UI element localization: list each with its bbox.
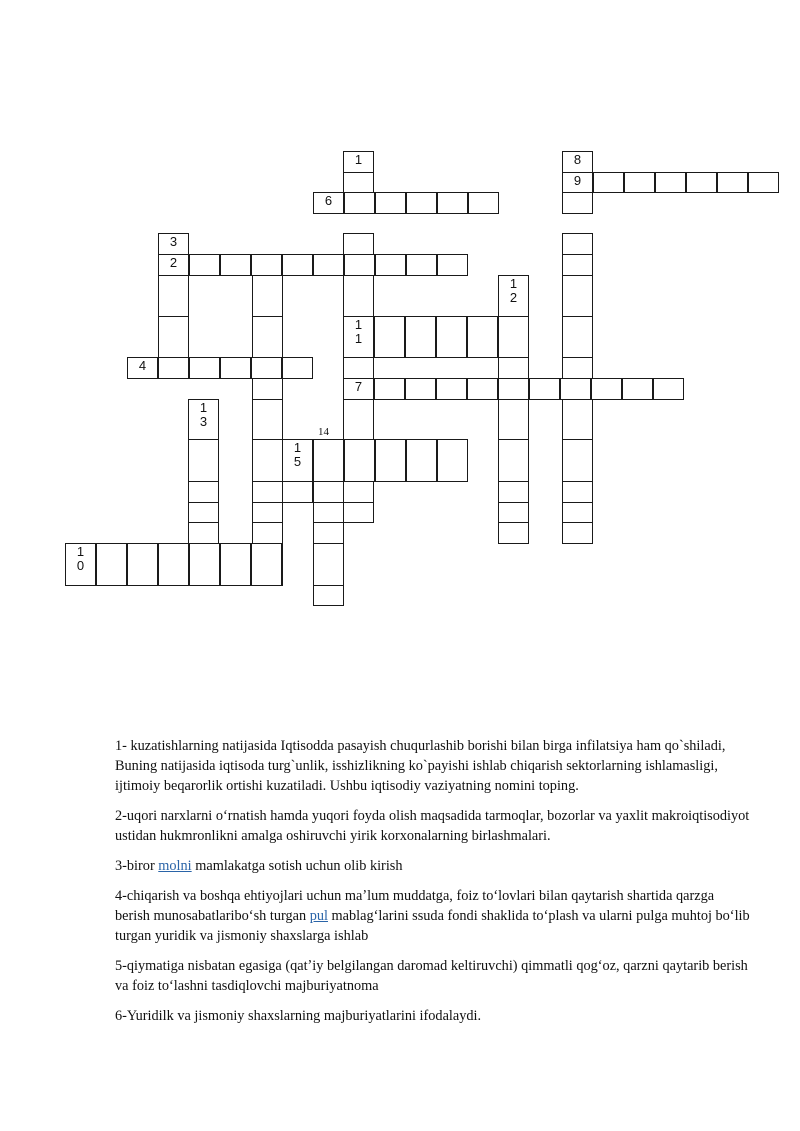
grid-cell[interactable] bbox=[686, 172, 717, 193]
grid-cell[interactable] bbox=[498, 481, 529, 503]
grid-cell[interactable] bbox=[405, 378, 436, 400]
grid-cell[interactable] bbox=[252, 399, 283, 440]
clue-number: 14 bbox=[318, 426, 329, 438]
grid-cell[interactable] bbox=[562, 192, 593, 214]
grid-cell[interactable] bbox=[562, 233, 593, 255]
clue-1: 1- kuzatishlarning natijasida Iqtisodda pasayish chuqurlashib borishi bilan birga infilatsiya ham qo`shiladi, Buning natijasida iqtisoda turg`unlik, isshizlikning ko`payishi ishlab chiqarish sektorlarning ishlamasligi, ijtimoiy beqarorlik ortishi kuzatiladi. Ushbu iqtisodiy vaziyatning nomini toping. bbox=[115, 738, 726, 794]
grid-cell-numbered[interactable] bbox=[562, 172, 593, 193]
grid-cell[interactable] bbox=[251, 254, 282, 276]
grid-cell[interactable] bbox=[158, 316, 189, 358]
grid-cell[interactable] bbox=[313, 439, 344, 482]
clue-2: 2-uqori narxlarni oʻrnatish hamda yuqori foyda olish maqsadida tarmoqlar, bozorlar va yaxlit makroiqtisodiyot ustidan hukmronlikni amalga oshiruvchi yirik korxonalarning birlashmalari. bbox=[115, 808, 750, 844]
grid-cell[interactable] bbox=[220, 254, 251, 276]
grid-cell-numbered[interactable] bbox=[343, 378, 374, 400]
grid-cell[interactable] bbox=[593, 172, 624, 193]
clue-5: 5-qiymatiga nisbatan egasiga (qatʼiy belgilangan daromad keltiruvchi) qimmatli qogʻoz, qarzni qaytarib berish va foiz toʻlashni tasdiqlovchi majburiyatnoma bbox=[115, 958, 748, 994]
grid-cell[interactable] bbox=[748, 172, 779, 193]
grid-cell[interactable] bbox=[562, 502, 593, 523]
grid-cell[interactable] bbox=[375, 439, 406, 482]
grid-cell[interactable] bbox=[343, 502, 374, 523]
grid-cell[interactable] bbox=[313, 502, 344, 523]
grid-cell[interactable] bbox=[313, 522, 344, 544]
grid-cell[interactable] bbox=[562, 316, 593, 358]
grid-cell[interactable] bbox=[252, 275, 283, 317]
grid-cell[interactable] bbox=[498, 378, 529, 400]
clue-number: 1 3 bbox=[199, 400, 208, 429]
clue-number: 1 0 bbox=[76, 544, 85, 573]
grid-cell[interactable] bbox=[188, 439, 219, 482]
grid-cell[interactable] bbox=[344, 192, 375, 214]
grid-cell[interactable] bbox=[467, 316, 498, 358]
clue-number: 9 bbox=[573, 173, 582, 188]
grid-cell[interactable] bbox=[189, 357, 220, 379]
grid-cell[interactable] bbox=[624, 172, 655, 193]
grid-cell[interactable] bbox=[343, 357, 374, 379]
clue-number: 4 bbox=[138, 358, 147, 373]
grid-cell[interactable] bbox=[560, 378, 591, 400]
grid-cell[interactable] bbox=[406, 439, 437, 482]
clue-number: 1 bbox=[354, 152, 363, 167]
clue-number: 7 bbox=[354, 379, 363, 394]
grid-cell[interactable] bbox=[562, 357, 593, 379]
grid-cell[interactable] bbox=[562, 254, 593, 276]
grid-cell[interactable] bbox=[313, 481, 344, 503]
grid-cell[interactable] bbox=[313, 254, 344, 276]
grid-cell[interactable] bbox=[562, 522, 593, 544]
grid-cell[interactable] bbox=[158, 357, 189, 379]
grid-cell[interactable] bbox=[653, 378, 684, 400]
grid-cell[interactable] bbox=[282, 357, 313, 379]
clue-3 bbox=[115, 856, 750, 876]
grid-cell[interactable] bbox=[251, 357, 282, 379]
clue-number: 6 bbox=[324, 193, 333, 208]
grid-cell[interactable] bbox=[436, 316, 467, 358]
grid-cell[interactable] bbox=[189, 543, 220, 586]
grid-cell[interactable] bbox=[498, 316, 529, 358]
grid-cell[interactable] bbox=[375, 192, 406, 214]
grid-cell[interactable] bbox=[188, 481, 219, 503]
grid-cell[interactable] bbox=[158, 543, 189, 586]
grid-cell[interactable] bbox=[562, 439, 593, 482]
grid-cell[interactable] bbox=[313, 585, 344, 606]
clue-number: 8 bbox=[573, 152, 582, 167]
grid-cell[interactable] bbox=[374, 378, 405, 400]
grid-cell[interactable] bbox=[252, 522, 283, 544]
grid-cell[interactable] bbox=[343, 275, 374, 317]
grid-cell[interactable] bbox=[498, 522, 529, 544]
grid-cell[interactable] bbox=[282, 254, 313, 276]
grid-cell[interactable] bbox=[343, 172, 374, 193]
grid-cell[interactable] bbox=[252, 439, 283, 482]
grid-cell[interactable] bbox=[375, 254, 406, 276]
clue-list bbox=[115, 736, 750, 1036]
clue-4-link[interactable]: pul bbox=[309, 908, 328, 924]
grid-cell-numbered[interactable] bbox=[282, 439, 313, 482]
grid-cell[interactable] bbox=[252, 481, 283, 503]
grid-cell[interactable] bbox=[406, 192, 437, 214]
grid-cell[interactable] bbox=[343, 481, 374, 503]
grid-cell-numbered[interactable] bbox=[498, 275, 529, 317]
grid-cell[interactable] bbox=[188, 522, 219, 544]
grid-cell[interactable] bbox=[158, 275, 189, 317]
grid-cell[interactable] bbox=[188, 502, 219, 523]
grid-cell-numbered[interactable] bbox=[127, 357, 158, 379]
grid-cell[interactable] bbox=[655, 172, 686, 193]
grid-cell[interactable] bbox=[251, 543, 282, 586]
grid-cell[interactable] bbox=[220, 357, 251, 379]
grid-cell[interactable] bbox=[717, 172, 748, 193]
grid-cell-numbered[interactable] bbox=[158, 233, 189, 255]
clue-3-text: 3-biror bbox=[115, 858, 159, 874]
grid-cell[interactable] bbox=[189, 254, 220, 276]
grid-cell[interactable] bbox=[498, 502, 529, 523]
grid-cell[interactable] bbox=[406, 254, 437, 276]
grid-cell[interactable] bbox=[252, 316, 283, 358]
clue-4 bbox=[115, 886, 750, 946]
grid-cell[interactable] bbox=[374, 316, 405, 358]
grid-cell[interactable] bbox=[343, 399, 374, 440]
clue-number: 2 bbox=[169, 255, 178, 270]
grid-cell[interactable] bbox=[562, 399, 593, 440]
grid-cell[interactable] bbox=[343, 233, 374, 255]
grid-cell[interactable] bbox=[468, 192, 499, 214]
clue-number: 1 1 bbox=[354, 317, 363, 346]
grid-cell[interactable] bbox=[467, 378, 498, 400]
grid-cell[interactable] bbox=[436, 378, 467, 400]
clue-3-link[interactable]: molni bbox=[158, 858, 192, 874]
grid-cell-numbered[interactable] bbox=[562, 151, 593, 173]
clue-3-text-end: mamlakatga sotish uchun olib kirish bbox=[191, 858, 403, 874]
grid-cell[interactable] bbox=[562, 481, 593, 503]
clue-number: 1 5 bbox=[293, 440, 302, 469]
grid-cell[interactable] bbox=[252, 378, 283, 400]
grid-cell[interactable] bbox=[344, 254, 375, 276]
grid-cell[interactable] bbox=[313, 543, 344, 586]
grid-cell[interactable] bbox=[498, 399, 529, 440]
grid-cell[interactable] bbox=[562, 275, 593, 317]
clue-number: 1 2 bbox=[509, 276, 518, 305]
grid-cell-numbered[interactable] bbox=[343, 316, 374, 358]
grid-cell[interactable] bbox=[498, 357, 529, 379]
clue-number: 3 bbox=[169, 234, 178, 249]
grid-cell[interactable] bbox=[252, 502, 283, 523]
grid-cell-numbered[interactable] bbox=[313, 192, 344, 214]
grid-cell[interactable] bbox=[529, 378, 560, 400]
grid-cell-numbered[interactable] bbox=[188, 399, 219, 440]
grid-cell[interactable] bbox=[96, 543, 127, 586]
clue-4-text-end: mablagʻlarini ssuda fondi shaklida toʻplash va ularni pulga muhtoj boʻlib turgan yuridik va jismoniy shaxslarga ishlab bbox=[115, 908, 750, 944]
grid-cell[interactable] bbox=[498, 439, 529, 482]
grid-cell[interactable] bbox=[344, 439, 375, 482]
grid-cell[interactable] bbox=[437, 192, 468, 214]
grid-cell-numbered[interactable] bbox=[158, 254, 189, 276]
grid-cell[interactable] bbox=[437, 439, 468, 482]
clue-6: 6-Yuridilk va jismoniy shaxslarning majburiyatlarini ifodalaydi. bbox=[115, 1008, 482, 1024]
grid-cell[interactable] bbox=[282, 481, 313, 503]
grid-cell[interactable] bbox=[591, 378, 622, 400]
grid-cell-numbered[interactable] bbox=[65, 543, 96, 586]
grid-cell[interactable] bbox=[622, 378, 653, 400]
grid-cell[interactable] bbox=[437, 254, 468, 276]
grid-cell[interactable] bbox=[127, 543, 158, 586]
clue-4-text: 4-chiqarish va boshqa ehtiyojlari uchun maʼlum muddatga, foiz toʻlovlari bilan qaytarish shartida qarzga berish munosabatlariboʻsh turgan bbox=[115, 888, 715, 924]
grid-cell[interactable] bbox=[220, 543, 251, 586]
grid-cell[interactable] bbox=[405, 316, 436, 358]
grid-cell-numbered[interactable] bbox=[343, 151, 374, 173]
